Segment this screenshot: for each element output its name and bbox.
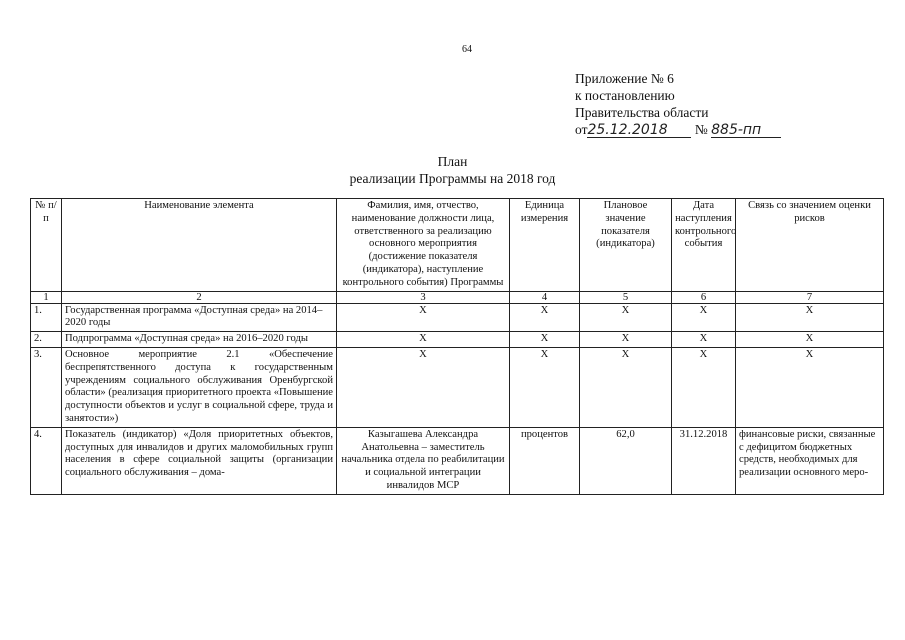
row-value: Х [580, 303, 672, 332]
row-date: Х [672, 347, 736, 427]
table-row [31, 427, 884, 494]
row-risk: Х [736, 332, 884, 348]
row-responsible: Х [337, 347, 510, 427]
table-row [31, 303, 884, 332]
row-num: 2. [31, 332, 62, 348]
row-value: Х [580, 347, 672, 427]
column-number-row [31, 291, 884, 303]
row-num: 4. [31, 427, 62, 494]
row-responsible: Казыгашева Александра Анатольевна – заместитель начальника отдела по реабилитации и социальной интеграции инвалидов МСР [337, 427, 510, 494]
header-unit: Единица измерения [510, 199, 580, 292]
row-value: 62,0 [580, 427, 672, 494]
row-unit: Х [510, 347, 580, 427]
header-name: Наименование элемента [62, 199, 337, 292]
column-number: 7 [736, 291, 884, 303]
header-date: Дата наступления контрольного события [672, 199, 736, 292]
row-date: Х [672, 332, 736, 348]
row-risk: Х [736, 347, 884, 427]
column-number: 1 [31, 291, 62, 303]
handwritten-date: 25.12.2018 [587, 123, 691, 138]
row-num: 1. [31, 303, 62, 332]
plan-title [0, 153, 905, 187]
row-value: Х [580, 332, 672, 348]
appendix-block [575, 70, 781, 138]
appendix-line-date [575, 121, 781, 138]
page-number: 64 [462, 44, 472, 55]
appendix-line-2: к постановлению [575, 88, 675, 103]
appendix-line-3: Правительства области [575, 105, 709, 120]
column-number: 4 [510, 291, 580, 303]
column-number: 3 [337, 291, 510, 303]
header-risk: Связь со значением оценки рисков [736, 199, 884, 292]
header-num: № п/п [31, 199, 62, 292]
column-number: 2 [62, 291, 337, 303]
number-sign: № [694, 122, 708, 137]
handwritten-number: 885-пп [711, 123, 781, 138]
header-value: Плановое значение показателя (индикатора) [580, 199, 672, 292]
column-number: 5 [580, 291, 672, 303]
row-name: Основное мероприятие 2.1 «Обеспечение беспрепятственного доступа к государственным учреждениям социального обслуживания Оренбургской области» (реализация приоритетного проекта «Повышение доступности объектов и услуг в социальной сфере, труда и занятости») [62, 347, 337, 427]
table-row [31, 332, 884, 348]
table-row [31, 347, 884, 427]
row-date: 31.12.2018 [672, 427, 736, 494]
row-unit: Х [510, 303, 580, 332]
row-unit: процентов [510, 427, 580, 494]
row-risk: финансовые риски, связанные с дефицитом бюджетных средств, необходимых для реализации основного меро- [736, 427, 884, 494]
title-line-2: реализации Программы на 2018 год [349, 171, 556, 186]
column-number: 6 [672, 291, 736, 303]
row-name: Показатель (индикатор) «Доля приоритетных объектов, доступных для инвалидов и других маломобильных групп населения в сфере социальной защиты (организации социального обслуживания – дома- [62, 427, 337, 494]
row-name: Подпрограмма «Доступная среда» на 2016–2020 годы [62, 332, 337, 348]
row-responsible: Х [337, 303, 510, 332]
row-date: Х [672, 303, 736, 332]
row-unit: Х [510, 332, 580, 348]
date-prefix: от [575, 122, 588, 137]
title-line-1: План [437, 154, 468, 169]
row-name: Государственная программа «Доступная среда» на 2014–2020 годы [62, 303, 337, 332]
header-responsible: Фамилия, имя, отчество, наименование должности лица, ответственного за реализацию основного мероприятия (достижение показателя (индикатора), наступление контрольного события) Программы [337, 199, 510, 292]
plan-table [30, 198, 884, 495]
appendix-line-1: Приложение № 6 [575, 71, 674, 86]
row-responsible: Х [337, 332, 510, 348]
header-row [31, 199, 884, 292]
row-num: 3. [31, 347, 62, 427]
row-risk: Х [736, 303, 884, 332]
